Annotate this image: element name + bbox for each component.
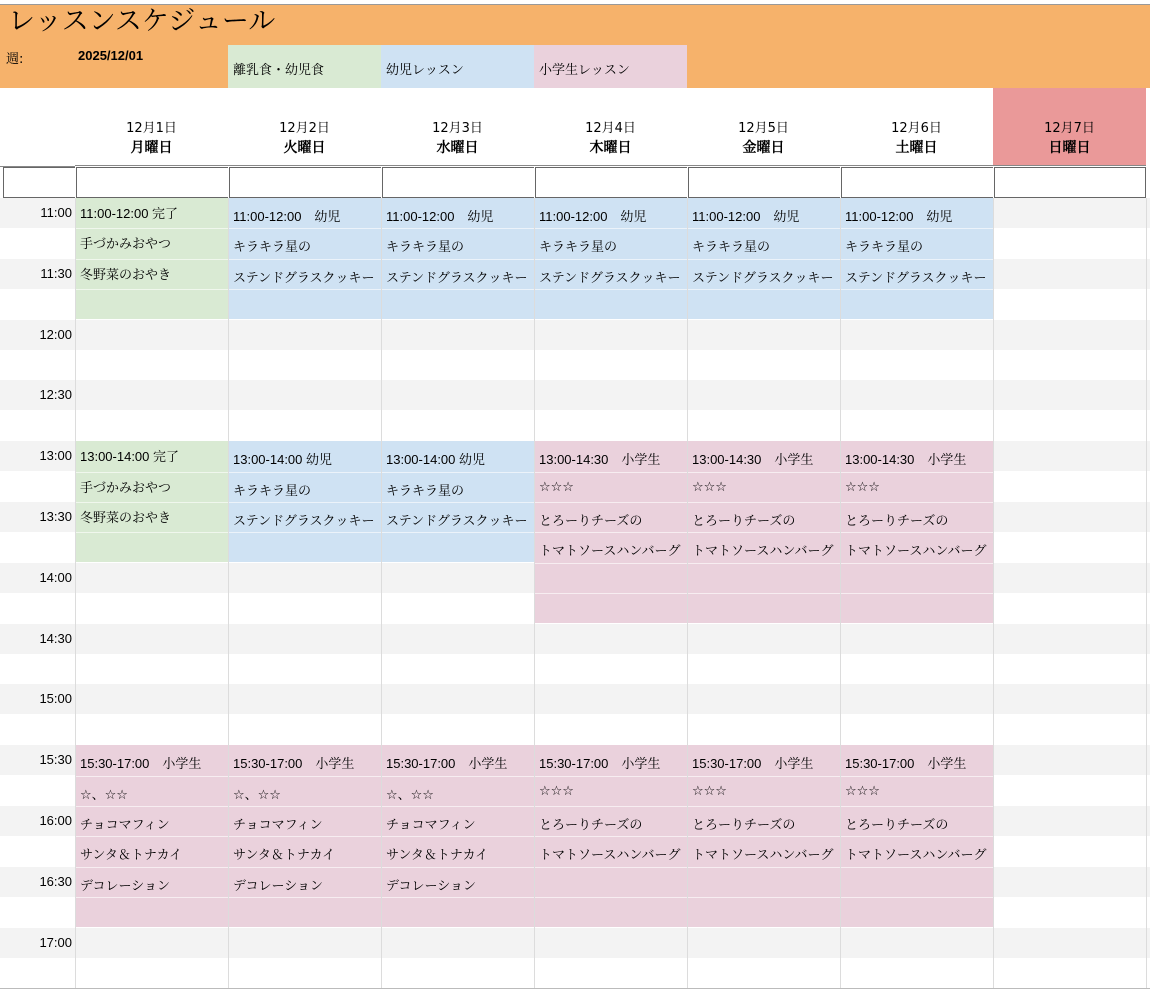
event-text: トマトソースハンバーグ [539, 848, 681, 864]
event-text: 冬野菜のおやき [80, 510, 172, 526]
day-weekday: 土曜日 [895, 140, 938, 156]
event-text: キラキラ星の [539, 240, 618, 256]
event-row-line [841, 563, 993, 564]
event-text: ステンドグラスクッキー [386, 270, 528, 286]
event-time: 13:00-14:00 完了 [80, 449, 180, 465]
event-text: ☆、☆☆ [80, 787, 128, 803]
filter-cell[interactable] [841, 167, 993, 198]
event-time: 11:00-12:00 幼児 [539, 209, 647, 224]
event-time: 13:00-14:30 小学生 [539, 452, 661, 468]
event-block[interactable] [841, 198, 993, 320]
event-text: トマトソースハンバーグ [845, 544, 987, 560]
time-label: 11:00 [40, 205, 72, 220]
event-block[interactable] [76, 441, 228, 563]
event-text: デコレーション [80, 878, 170, 894]
event-text: 手づかみおやつ [80, 237, 172, 253]
event-text: ☆☆☆ [692, 783, 727, 799]
day-header-3[interactable] [534, 88, 687, 166]
event-text: キラキラ星の [233, 483, 312, 499]
event-time: 11:00-12:00 幼児 [692, 209, 800, 224]
event-block[interactable] [841, 745, 993, 927]
day-date: 12月5日 [738, 121, 789, 136]
day-header-2[interactable] [381, 88, 534, 166]
event-row-line [841, 867, 993, 868]
event-time: 13:00-14:30 小学生 [845, 452, 967, 468]
event-row-line [688, 259, 840, 260]
event-text: ☆、☆☆ [386, 787, 434, 803]
event-text: キラキラ星の [845, 240, 924, 256]
event-text: ☆☆☆ [539, 783, 574, 799]
grid-row [0, 411, 1150, 441]
column-divider [1146, 198, 1147, 988]
event-text: ステンドグラスクッキー [233, 513, 375, 529]
event-row-line [382, 259, 534, 260]
event-time: 15:30-17:00 小学生 [692, 756, 814, 772]
event-row-line [76, 472, 228, 473]
day-date: 12月6日 [891, 121, 942, 136]
day-date: 12月3日 [432, 121, 483, 136]
event-block[interactable] [76, 745, 228, 927]
event-row-line [76, 289, 228, 290]
filter-cell[interactable] [382, 167, 534, 198]
grid-row [0, 654, 1150, 684]
event-row-line [841, 776, 993, 777]
event-text: ステンドグラスクッキー [386, 513, 528, 529]
event-text: ステンドグラスクッキー [692, 270, 834, 286]
event-row-line [76, 776, 228, 777]
event-row-line [841, 593, 993, 594]
event-text: ☆☆☆ [845, 479, 880, 495]
day-header-0[interactable] [75, 88, 228, 166]
event-row-line [229, 532, 381, 533]
event-row-line [382, 776, 534, 777]
event-text: ☆☆☆ [539, 479, 574, 495]
event-row-line [841, 897, 993, 898]
time-label: 11:30 [40, 265, 72, 281]
event-row-line [76, 228, 228, 229]
day-date: 12月7日 [1044, 121, 1095, 136]
day-header-5[interactable] [840, 88, 993, 166]
event-row-line [841, 472, 993, 473]
event-text: キラキラ星の [386, 483, 465, 499]
event-row-line [229, 289, 381, 290]
event-time: 13:00-14:00 幼児 [233, 452, 333, 468]
event-block[interactable] [382, 198, 534, 320]
event-block[interactable] [229, 745, 381, 927]
event-row-line [229, 228, 381, 229]
day-weekday: 月曜日 [130, 140, 173, 156]
event-row-line [688, 806, 840, 807]
legend-toddler-lesson: 幼児レッスン [381, 45, 534, 88]
event-row-line [688, 228, 840, 229]
time-label: 16:30 [39, 873, 72, 889]
event-text: トマトソースハンバーグ [692, 544, 834, 560]
event-row-line [76, 836, 228, 837]
event-time: 15:30-17:00 小学生 [386, 756, 508, 772]
event-row-line [229, 867, 381, 868]
event-row-line [535, 259, 687, 260]
day-weekday: 水曜日 [436, 140, 479, 156]
event-text: チョコマフィン [386, 817, 476, 833]
event-row-line [229, 259, 381, 260]
grid-row [0, 715, 1150, 745]
event-row-line [841, 502, 993, 503]
event-row-line [535, 806, 687, 807]
time-label: 15:30 [39, 752, 72, 768]
event-row-line [382, 897, 534, 898]
filter-cell[interactable] [688, 167, 840, 198]
event-row-line [688, 502, 840, 503]
time-label: 14:30 [39, 630, 72, 646]
grid-row [0, 684, 1150, 714]
day-date: 12月4日 [585, 121, 636, 136]
event-row-line [688, 532, 840, 533]
event-text: デコレーション [386, 878, 476, 894]
day-header-4[interactable] [687, 88, 840, 166]
event-text: チョコマフィン [233, 817, 323, 833]
event-row-line [382, 836, 534, 837]
sheet-title: レッスンスケジュール [8, 6, 276, 37]
event-row-line [841, 259, 993, 260]
event-text: ステンドグラスクッキー [845, 270, 987, 286]
event-time: 13:00-14:30 小学生 [692, 452, 814, 468]
event-text: とろーりチーズの [845, 513, 949, 529]
day-weekday: 火曜日 [283, 140, 326, 156]
event-block[interactable] [382, 745, 534, 927]
event-block[interactable] [535, 198, 687, 320]
event-row-line [76, 806, 228, 807]
event-row-line [841, 836, 993, 837]
event-time: 15:30-17:00 小学生 [233, 756, 355, 772]
event-row-line [76, 897, 228, 898]
day-date: 12月2日 [279, 121, 330, 136]
filter-cell[interactable] [76, 167, 228, 198]
event-text: トマトソースハンバーグ [692, 848, 834, 864]
grid-row [0, 958, 1150, 988]
event-row-line [688, 897, 840, 898]
time-label: 16:00 [39, 813, 72, 828]
event-block[interactable] [841, 441, 993, 623]
event-time: 11:00-12:00 幼児 [386, 209, 494, 224]
event-row-line [535, 836, 687, 837]
event-block[interactable] [688, 441, 840, 623]
filter-cell[interactable] [994, 167, 1146, 198]
grid-row [0, 320, 1150, 350]
filter-cell[interactable] [229, 167, 381, 198]
event-row-line [229, 806, 381, 807]
event-time: 15:30-17:00 小学生 [80, 756, 202, 772]
event-text: 手づかみおやつ [80, 480, 172, 496]
event-block[interactable] [229, 441, 381, 563]
day-header-1[interactable] [228, 88, 381, 166]
event-row-line [229, 502, 381, 503]
filter-cell[interactable] [535, 167, 687, 198]
event-row-line [535, 593, 687, 594]
event-text: 冬野菜のおやき [80, 267, 172, 283]
event-row-line [229, 897, 381, 898]
event-row-line [535, 228, 687, 229]
event-text: ステンドグラスクッキー [539, 270, 681, 286]
event-row-line [382, 472, 534, 473]
event-text: ステンドグラスクッキー [233, 270, 375, 286]
week-value-cell[interactable]: 2025/12/01 [78, 48, 144, 63]
grid-row [0, 624, 1150, 654]
event-text: ☆、☆☆ [233, 787, 281, 803]
event-row-line [535, 776, 687, 777]
grid-row [0, 380, 1150, 410]
event-row-line [688, 563, 840, 564]
event-block[interactable] [688, 745, 840, 927]
event-row-line [535, 563, 687, 564]
event-row-line [229, 836, 381, 837]
event-row-line [688, 593, 840, 594]
event-block[interactable] [535, 745, 687, 927]
event-text: サンタ＆トナカイ [80, 848, 183, 864]
day-weekday: 金曜日 [742, 140, 785, 156]
event-row-line [535, 532, 687, 533]
event-time: 11:00-12:00 完了 [80, 206, 179, 221]
event-time: 11:00-12:00 幼児 [845, 209, 953, 224]
event-time: 13:00-14:00 幼児 [386, 452, 486, 468]
time-label: 14:00 [39, 569, 72, 585]
legend-baby-food: 離乳食・幼児食 [228, 45, 381, 88]
event-text: トマトソースハンバーグ [845, 848, 987, 864]
event-row-line [76, 532, 228, 533]
event-row-line [841, 228, 993, 229]
event-text: とろーりチーズの [692, 817, 796, 833]
event-row-line [382, 532, 534, 533]
event-row-line [688, 836, 840, 837]
event-row-line [688, 776, 840, 777]
event-text: キラキラ星の [233, 240, 312, 256]
event-row-line [76, 502, 228, 503]
day-weekday: 日曜日 [1048, 140, 1091, 156]
event-row-line [535, 897, 687, 898]
event-row-line [535, 867, 687, 868]
event-text: サンタ＆トナカイ [386, 848, 489, 864]
event-block[interactable] [535, 441, 687, 623]
event-block[interactable] [688, 198, 840, 320]
event-time: 15:30-17:00 小学生 [845, 756, 967, 772]
event-text: とろーりチーズの [692, 513, 796, 529]
event-time: 11:00-12:00 幼児 [233, 209, 341, 224]
event-text: ☆☆☆ [845, 783, 880, 799]
event-block[interactable] [76, 198, 228, 320]
event-text: トマトソースハンバーグ [539, 544, 681, 560]
event-text: とろーりチーズの [539, 513, 643, 529]
event-row-line [382, 867, 534, 868]
event-row-line [841, 289, 993, 290]
event-row-line [382, 502, 534, 503]
time-label: 17:00 [39, 934, 72, 950]
event-row-line [535, 502, 687, 503]
time-label: 13:30 [39, 509, 72, 524]
event-row-line [688, 472, 840, 473]
event-row-line [76, 259, 228, 260]
event-row-line [841, 806, 993, 807]
event-text: キラキラ星の [692, 240, 771, 256]
event-text: キラキラ星の [386, 240, 465, 256]
event-block[interactable] [382, 441, 534, 563]
event-row-line [382, 289, 534, 290]
filter-cell[interactable] [3, 167, 75, 198]
event-block[interactable] [229, 198, 381, 320]
time-label: 12:30 [39, 387, 72, 403]
day-weekday: 木曜日 [589, 140, 632, 156]
column-divider [993, 198, 994, 988]
event-row-line [382, 806, 534, 807]
event-row-line [688, 289, 840, 290]
event-row-line [535, 472, 687, 473]
legend-elementary-lesson: 小学生レッスン [534, 45, 687, 88]
event-text: とろーりチーズの [539, 817, 643, 833]
event-row-line [535, 289, 687, 290]
event-row-line [76, 867, 228, 868]
event-row-line [229, 776, 381, 777]
event-row-line [229, 472, 381, 473]
event-text: サンタ＆トナカイ [233, 848, 336, 864]
event-row-line [688, 867, 840, 868]
grid-row [0, 928, 1150, 958]
day-date: 12月1日 [126, 121, 177, 136]
event-text: ☆☆☆ [692, 479, 727, 495]
time-label: 15:00 [39, 691, 72, 707]
event-text: とろーりチーズの [845, 817, 949, 833]
event-text: チョコマフィン [80, 817, 170, 833]
time-label: 13:00 [39, 448, 72, 464]
time-label: 12:00 [39, 326, 72, 342]
event-row-line [841, 532, 993, 533]
event-text: デコレーション [233, 878, 323, 894]
grid-row [0, 350, 1150, 380]
week-label: 週: [6, 52, 24, 67]
event-time: 15:30-17:00 小学生 [539, 756, 661, 772]
event-row-line [382, 228, 534, 229]
day-header-6[interactable] [993, 88, 1146, 166]
